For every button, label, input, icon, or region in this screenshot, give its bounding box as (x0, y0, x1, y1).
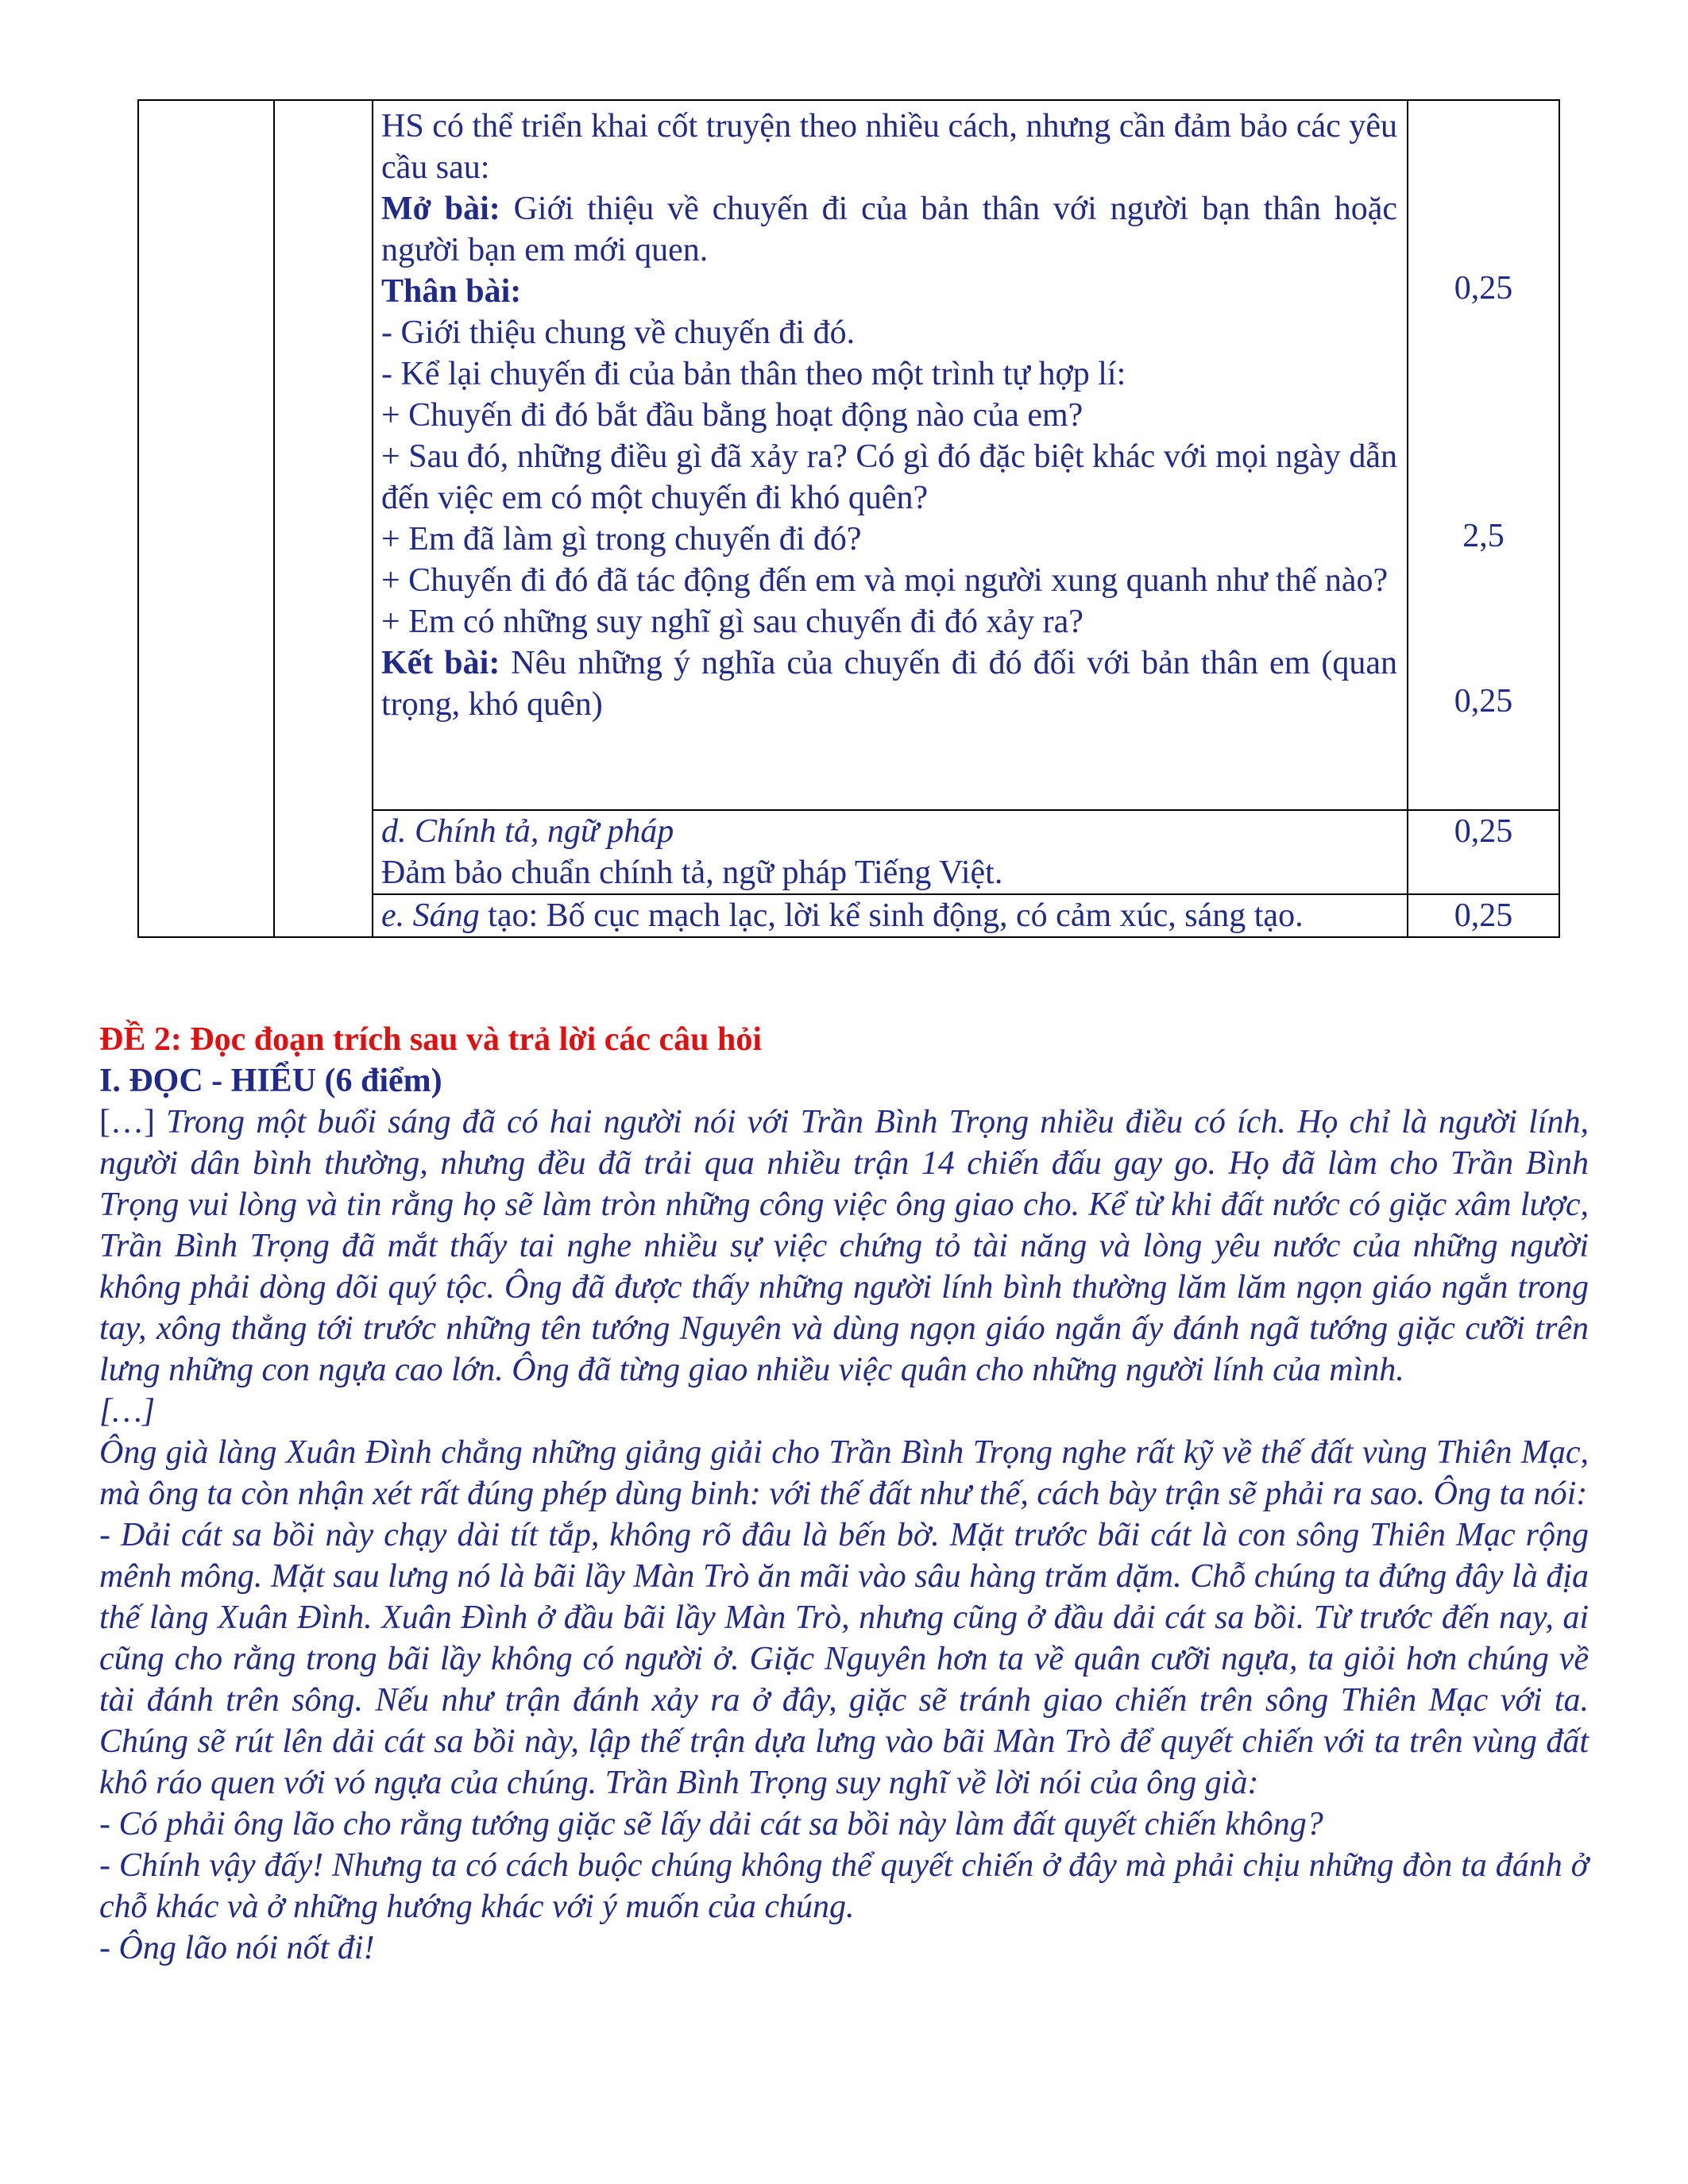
part-title: I. ĐỌC - HIỂU (6 điểm) (99, 1063, 442, 1099)
creativity-text: tạo: Bố cục mạch lạc, lời kể sinh động, có cảm xúc, sáng tạo. (479, 897, 1304, 934)
creativity-line (381, 895, 1397, 936)
spelling-title (381, 811, 1397, 852)
than-bai-line: + Chuyến đi đó bắt đầu bằng hoạt động nào của em? (381, 397, 1083, 434)
table-row (138, 100, 1559, 810)
ket-bai-text: Nêu những ý nghĩa của chuyến đi đó đối với bản thân em (quan trọng, khó quên) (381, 645, 1397, 723)
score-cell (1408, 100, 1559, 810)
grading-table (137, 99, 1560, 938)
than-bai-line: + Sau đó, những điều gì đã xảy ra? Có gì đó đặc biệt khác với mọi ngày dẫn đến việc em có một chuyến đi khó quên? (381, 438, 1397, 516)
score-than-bai: 2,5 (1462, 518, 1505, 554)
ket-bai-label: Kết bài: (381, 645, 500, 681)
outline-cell (373, 100, 1408, 810)
passage-text: Trong một buổi sáng đã có hai người nói với Trần Bình Trọng nhiều điều có ích. Họ chỉ là người lính, người dân bình thường, nhưng đều đã trải qua nhiều trận 14 chiến đấu gay go. Họ đã làm cho Trần Bình Trọng vui lòng và tin rằng họ sẽ làm tròn những công việc ông giao cho. Kể từ khi đất nước có giặc xâm lược, Trần Bình Trọng đã mắt thấy tai nghe nhiều sự việc chứng tỏ tài năng và lòng yêu nước của những người không phải dòng dõi quý tộc. Ông đã được thấy những người lính bình thường lăm lăm ngọn giáo ngắn trong tay, xông thẳng tới trước những tên tướng Nguyên và dùng ngọn giáo ngắn ấy đánh ngã tướng giặc cưỡi trên lưng những con ngựa cao lớn. Ông đã từng giao nhiều việc quân cho những người lính của mình. (99, 1104, 1589, 1388)
spelling-title-text: d. Chính tả, ngữ pháp (381, 813, 674, 850)
creativity-cell (373, 894, 1408, 937)
than-bai-line: + Em có những suy nghĩ gì sau chuyến đi đó xảy ra? (381, 604, 1083, 640)
creativity-title: e. Sáng (381, 897, 480, 934)
passage-prefix: […] (99, 1104, 167, 1140)
passage-paragraph: Ông già làng Xuân Đình chẳng những giảng giải cho Trần Bình Trọng nghe rất kỹ về thế đất vùng Thiên Mạc, mà ông ta còn nhận xét rất đúng phép dùng binh: với thế đất như thế, cách bày trận sẽ phải ra sao. Ông ta nói: (99, 1434, 1589, 1512)
spelling-cell (373, 810, 1408, 894)
passage-paragraph: - Dải cát sa bồi này chạy dài tít tắp, không rõ đâu là bến bờ. Mặt trước bãi cát là con sông Thiên Mạc rộng mênh mông. Mặt sau lưng nó là bãi lầy Màn Trò ăn mãi vào sâu hàng trăm dặm. Chỗ chúng ta đứng đây là địa thế làng Xuân Đình. Xuân Đình ở đầu bãi lầy Màn Trò, nhưng cũng ở đầu dải cát sa bồi. Từ trước đến nay, ai cũng cho rằng trong bãi lầy không có người ở. Giặc Nguyên hơn ta về quân cưỡi ngựa, ta giỏi hơn chúng về tài đánh trên sông. Nếu như trận đánh xảy ra ở đây, giặc sẽ tránh giao chiến trên sông Thiên Mạc với ta. Chúng sẽ rút lên dải cát sa bồi này, lập thế trận dựa lưng vào bãi Màn Trò để quyết chiến với ta trên vùng đất khô ráo quen với vó ngựa của chúng. Trần Bình Trọng suy nghĩ về lời nói của ông già: (99, 1517, 1589, 1801)
score-mo-bai: 0,25 (1454, 270, 1513, 307)
than-bai-line: + Chuyến đi đó đã tác động đến em và mọi người xung quanh như thế nào? (381, 562, 1389, 599)
than-bai-line: + Em đã làm gì trong chuyến đi đó? (381, 521, 862, 558)
score-creativity: 0,25 (1408, 894, 1559, 937)
passage-paragraph: - Có phải ông lão cho rằng tướng giặc sẽ lấy dải cát sa bồi này làm đất quyết chiến không? (99, 1806, 1323, 1843)
than-bai-label-text: Thân bài: (381, 273, 522, 310)
passage-paragraph: - Chính vậy đấy! Nhưng ta có cách buộc chúng không thể quyết chiến ở đây mà phải chịu những đòn ta đánh ở chỗ khác và ở những hướng khác với ý muốn của chúng. (99, 1847, 1589, 1925)
spelling-text: Đảm bảo chuẩn chính tả, ngữ pháp Tiếng Việt. (381, 855, 1003, 891)
passage-ellipsis: […] (99, 1393, 156, 1430)
table-cell-empty (138, 100, 274, 937)
than-bai-line: - Kể lại chuyến đi của bản thân theo một trình tự hợp lí: (381, 356, 1126, 392)
mo-bai-label: Mở bài: (381, 191, 500, 227)
passage-paragraph (99, 1102, 1589, 1391)
score-ket-bai: 0,25 (1454, 683, 1513, 720)
passage-paragraph: - Ông lão nói nốt đi! (99, 1930, 375, 1966)
outline-intro: HS có thể triển khai cốt truyện theo nhiều cách, nhưng cần đảm bảo các yêu cầu sau: (381, 108, 1397, 186)
score-spelling: 0,25 (1408, 810, 1559, 894)
de-title: ĐỀ 2: Đọc đoạn trích sau và trả lời các câu hỏi (99, 1021, 763, 1058)
than-bai-label (381, 271, 1397, 312)
section-de-2 (99, 1019, 1589, 1969)
table-cell-empty (274, 100, 373, 937)
mo-bai (381, 188, 1397, 271)
ket-bai (381, 642, 1397, 725)
than-bai-line: - Giới thiệu chung về chuyến đi đó. (381, 314, 856, 351)
mo-bai-text: Giới thiệu về chuyến đi của bản thân với người bạn thân hoặc người bạn em mới quen. (381, 191, 1397, 268)
